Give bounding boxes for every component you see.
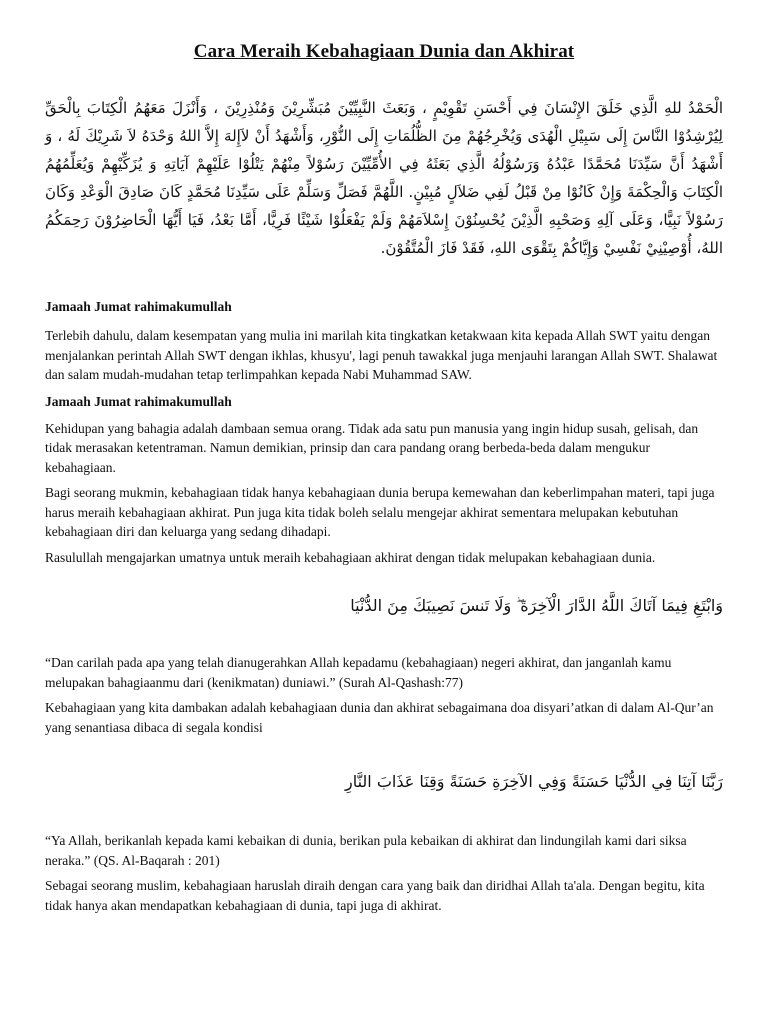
- document-title: Cara Meraih Kebahagiaan Dunia dan Akhirat: [193, 41, 575, 62]
- section1-paragraph: Terlebih dahulu, dalam kesempatan yang mulia ini marilah kita tingkatkan ketakwaan kita kepada Allah SWT yaitu dengan menjalankan perintah Allah SWT dengan ikhlas, khusyu', lagi penuh tawakkal juga menjauhi larangan Allah SWT. Shalawat dan salam mudah-mudahan tetap terlimpahkan kepada Nabi Muhammad SAW.: [45, 328, 718, 382]
- verse-2-translation: “Ya Allah, berikanlah kepada kami kebaikan di dunia, berikan pula kebaikan di akhirat dan lindungilah kami dari siksa neraka.” (QS. Al-Baqarah : 201): [45, 833, 687, 868]
- section-heading-2: Jamaah Jumat rahimakumullah: [45, 393, 232, 409]
- section2-paragraph-2: Bagi seorang mukmin, kebahagiaan tidak hanya kebahagiaan dunia berupa kemewahan dan keberlimpahan materi, tapi juga harus meraih kebahagiaan akhirat. Pun juga kita tidak boleh selalu mengejar akhirat sementara melupakan kebutuhan kebahagiaan diri dan keluarga yang sedang dihadapi.: [45, 485, 715, 539]
- section2-paragraph-3: Rasulullah mengajarkan umatnya untuk meraih kebahagiaan akhirat dengan tidak melupakan kebahagiaan dunia.: [45, 549, 656, 565]
- verse-1-followup-paragraph: Kebahagiaan yang kita dambakan adalah kebahagiaan dunia dan akhirat sebagaimana doa disyari’atkan di dalam Al-Qur’an yang senantiasa dibaca di segala kondisi: [45, 700, 714, 735]
- section2-paragraph-1: Kehidupan yang bahagia adalah dambaan semua orang. Tidak ada satu pun manusia yang ingin hidup susah, gelisah, dan tidak merasakan ketentraman. Namun demikian, prinsip dan cara pandang orang berbeda-beda dalam mengukur kebahagiaan.: [45, 420, 699, 475]
- opening-arabic-text: الْحَمْدُ للهِ الَّذِي خَلَقَ الإِنْسَانَ فِي أَحْسَنِ تَقْوِيْمٍ ، وَبَعَثَ النَّبِيِّيْنَ مُبَشِّرِيْنَ وَمُنْذِرِيْنَ ، وَأَنْزَلَ مَعَهُمُ الْكِتَابَ بِالْحَقِّ لِيُرْشِدُوْا النَّاسَ إِلَى سَبِيْلِ الْهُدَى وَيُخْرِجُهُمْ مِنَ الظُّلُمَاتِ إِلَى النُّوْرِ، وَأَشْهَدُ أَنْ لاَإِلهَ إِلاَّ اللهُ وَحْدَهُ لاَ شَرِيْكَ لَهُ ، وَ أَشْهَدُ أَنَّ سَيِّدَنَا مُحَمَّدًا عَبْدُهُ وَرَسُوْلُهُ الَّذِي بَعَثَهُ فِي الأُمِّيِّيْنَ رَسُوْلاً مِنْهُمْ يَتْلُوْا عَلَيْهِمْ آيَاتِهِ وَ يُزَكِّيْهِمْ وَيُعَلِّمُهُمُ الْكِتَابَ وَالْحِكْمَةَ وَإِنْ كَانُوْا مِنْ قَبْلُ لَفِي ضَلاَلٍ مُبِيْنٍ. اللَّهُمَّ فَصَلِّ وَسَلِّمْ عَلَى سَيِّدِنَا مُحَمَّدٍ كَانَ صَادِقَ الْوَعْدِ وَكَانَ رَسُوْلاً نَبِيًّا، وَعَلَى آلِهِ وَصَحْبِهِ الَّذِيْنَ يُحْسِنُوْنَ إِسْلاَمَهُمْ وَلَمْ يَفْعَلُوْا شَيْئًا فَرِيًّا، أَمَّا بَعْدُ، فَيَا أَيُّهَا الْحَاضِرُوْنَ رَحِمَكُمُ اللهُ، أُوْصِيْنِيْ نَفْسِيْ وَإِيَّاكُمْ بِتَقْوَى اللهِ، فَقَدْ فَازَ الْمُتَّقُوْنَ.: [45, 99, 723, 257]
- verse-2-arabic: رَبَّنَا آتِنَا فِي الدُّنْيَا حَسَنَةً وَفِي الآخِرَةِ حَسَنَةً وَقِنَا عَذَابَ النَّارِ: [344, 772, 723, 791]
- closing-paragraph: Sebagai seorang muslim, kebahagiaan haruslah diraih dengan cara yang baik dan diridhai Allah ta'ala. Dengan begitu, kita tidak hanya akan mendapatkan kebahagiaan di dunia, tapi juga di akhirat.: [45, 878, 705, 913]
- verse-1-translation: “Dan carilah pada apa yang telah dianugerahkan Allah kepadamu (kebahagiaan) negeri akhirat, dan janganlah kamu melupakan bahagiaanmu dari (kenikmatan) duniawi.” (Surah Al-Qashash:77): [45, 655, 672, 690]
- verse-1-arabic: وَابْتَغِ فِيمَا آتَاكَ اللَّهُ الدَّارَ الْآخِرَةَ ۖ وَلَا تَنسَ نَصِيبَكَ مِنَ الدُّنْيَا: [350, 596, 723, 615]
- section-heading-1: Jamaah Jumat rahimakumullah: [45, 299, 232, 314]
